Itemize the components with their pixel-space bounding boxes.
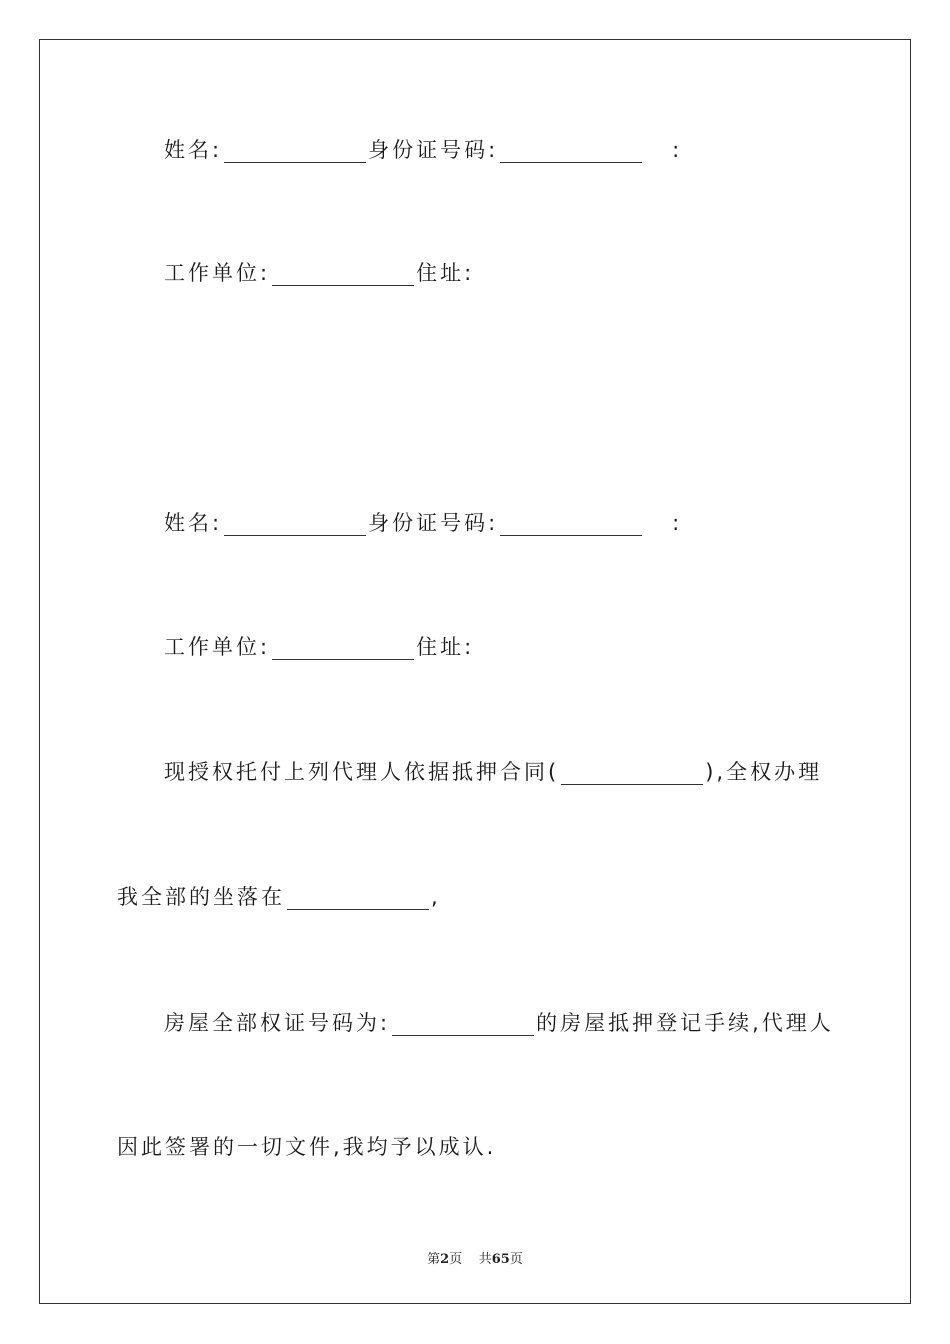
work-unit-blank[interactable] [272,637,414,660]
agent1-name-id-line [164,137,682,163]
agent2-work-address-line [164,634,474,660]
authorization-line-2 [117,884,441,910]
name-label: 姓名: [164,138,223,162]
certificate-line-1 [164,1010,834,1036]
contract-blank[interactable] [561,762,703,785]
trailing-colon: : [672,511,683,535]
page-prefix: 第 [427,1252,441,1267]
agent1-work-address-line [164,260,474,286]
id-number-label: 身份证号码: [368,138,499,162]
address-label: 住址: [416,261,475,285]
location-comma: , [431,885,441,909]
trailing-colon: : [672,138,683,162]
page-footer [0,1248,950,1267]
total-prefix: 共 [478,1252,492,1267]
total-pages: 65 [491,1252,510,1267]
name-blank[interactable] [224,513,366,536]
certificate-line-2 [117,1134,496,1160]
id-number-label: 身份证号码: [368,511,499,535]
page-border [39,39,911,1304]
authorization-line-1 [164,759,822,785]
authorization-text-start: 现授权托付上列代理人依据抵押合同( [164,760,560,784]
acknowledgement-text: 因此签署的一切文件,我均予以成认. [117,1135,497,1159]
page-suffix: 页 [449,1252,463,1267]
location-text: 我全部的坐落在 [117,885,285,909]
work-unit-blank[interactable] [272,263,414,286]
certificate-blank[interactable] [392,1013,534,1036]
agent2-name-id-line [164,510,682,536]
certificate-text-end: 的房屋抵押登记手续,代理人 [536,1011,834,1035]
name-blank[interactable] [224,140,366,163]
id-number-blank[interactable] [500,513,642,536]
total-suffix: 页 [509,1252,523,1267]
work-unit-label: 工作单位: [164,261,271,285]
address-label: 住址: [416,635,475,659]
work-unit-label: 工作单位: [164,635,271,659]
authorization-text-end: ),全权办理 [705,760,823,784]
id-number-blank[interactable] [500,140,642,163]
name-label: 姓名: [164,511,223,535]
location-blank[interactable] [287,887,429,910]
page-number: 2 [440,1252,450,1267]
certificate-text-start: 房屋全部权证号码为: [164,1011,391,1035]
